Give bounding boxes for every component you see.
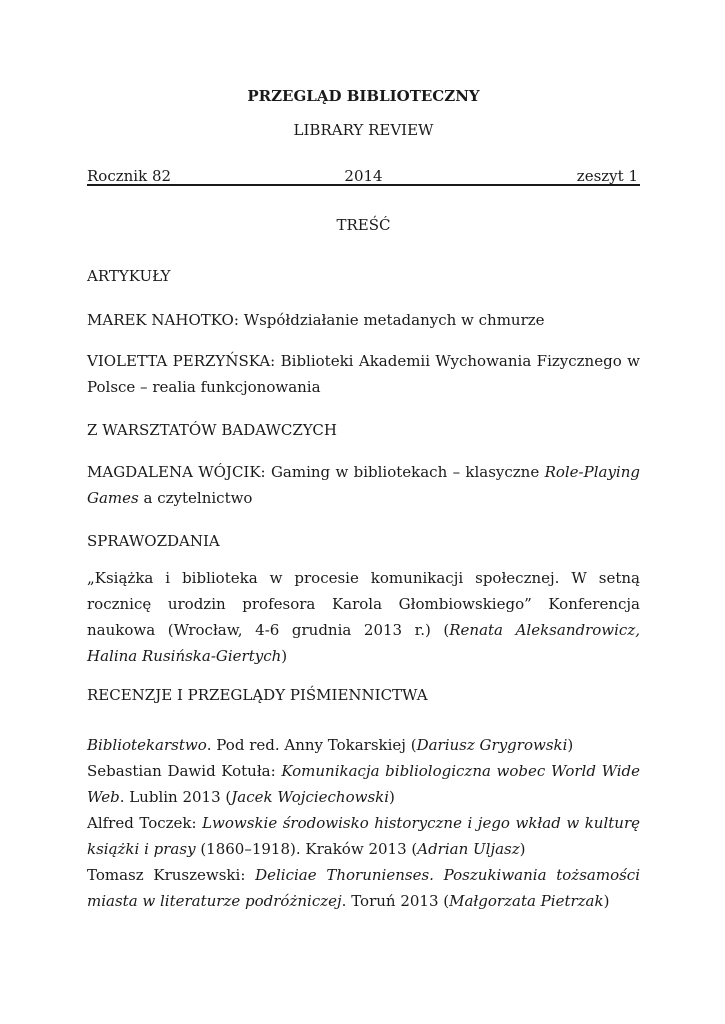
review-entry: Bibliotekarstwo. Pod red. Anny Tokarskiej (Dariusz Grygrowski) [87, 736, 574, 754]
review-title: Deliciae Thorunienses. Poszukiwania tożsamości miasta w literaturze podróżniczej [87, 866, 640, 910]
contents-heading: TREŚĆ [336, 216, 391, 234]
reviewer-name: Jacek Wojciechowski [231, 788, 390, 806]
workshop-title: Gaming w bibliotekach – klasyczne [270, 463, 540, 481]
report-authors: Renata Aleksandrowicz, Halina Rusińska-Giertych [87, 621, 640, 665]
review-title: Lwowskie środowisko historyczne i jego wkład w kulturę książki i prasy [87, 814, 640, 858]
article-entry [87, 348, 640, 400]
reviewer-name: Adrian Uljasz [417, 840, 520, 858]
report-text: „Książka i biblioteka w procesie komunikacji społecznej. W setną rocznicę urodzin profesora Karola Głombiowskiego” Konferencja naukowa (Wrocław, 4-6 grudnia 2013 r.) ( [87, 569, 640, 639]
article-entry [87, 310, 640, 330]
header-rule [87, 184, 640, 186]
review-entry: Tomasz Kruszewski: Deliciae Thorunienses. Poszukiwania tożsamości miasta w literaturze podróżniczej. Toruń 2013 (Małgorzata Pietrzak) [87, 866, 640, 910]
report-entry: „Książka i biblioteka w procesie komunikacji społecznej. W setną rocznicę urodzin profesora Karola Głombiowskiego” Konferencja naukowa (Wrocław, 4-6 grudnia 2013 r.) (Renata Aleksandrowicz, Halina Rusińska-Giertych) [87, 569, 640, 665]
review-title: Komunikacja bibliologiczna wobec World Wide Web [87, 762, 641, 806]
volume-label: Rocznik 82 [87, 167, 172, 185]
year-label: 2014 [344, 167, 383, 185]
workshop-entry [87, 459, 640, 511]
review-entry: Sebastian Dawid Kotuła: Komunikacja bibliologiczna wobec World Wide Web. Lublin 2013 (Jacek Wojciechowski) [87, 762, 641, 806]
journal-title-en: LIBRARY REVIEW [293, 121, 434, 139]
section-heading-articles: ARTYKUŁY [87, 267, 171, 285]
article-author: VIOLETTA PERZYŃSKA: [87, 352, 276, 370]
workshop-author: MAGDALENA WÓJCIK: [87, 463, 266, 481]
issue-label: zeszyt 1 [576, 167, 638, 185]
journal-title-pl: PRZEGLĄD BIBLIOTECZNY [247, 87, 480, 105]
section-heading-reports: SPRAWOZDANIA [87, 532, 220, 550]
section-heading-workshop: Z WARSZTATÓW BADAWCZYCH [87, 421, 337, 439]
reviewer-name: Małgorzata Pietrzak [449, 892, 604, 910]
workshop-title-end: a czytelnictwo [143, 489, 253, 507]
article-title: Biblioteki Akademii Wychowania Fizycznego w Polsce – realia funkcjonowania [87, 352, 640, 396]
article-title: Współdziałanie metadanych w chmurze [243, 311, 545, 329]
article-author: MAREK NAHOTKO: [87, 311, 239, 329]
reviewer-name: Dariusz Grygrowski [416, 736, 568, 754]
review-entry: Alfred Toczek: Lwowskie środowisko historyczne i jego wkład w kulturę książki i prasy (1860–1918). Kraków 2013 (Adrian Uljasz) [87, 814, 640, 858]
issue-info [87, 166, 640, 186]
workshop-title-italic: Role-Playing Games [87, 463, 640, 507]
section-heading-reviews: RECENZJE I PRZEGLĄDY PIŚMIENNICTWA [87, 686, 428, 704]
review-title: Bibliotekarstwo [87, 736, 207, 754]
reviews-list [87, 732, 640, 914]
